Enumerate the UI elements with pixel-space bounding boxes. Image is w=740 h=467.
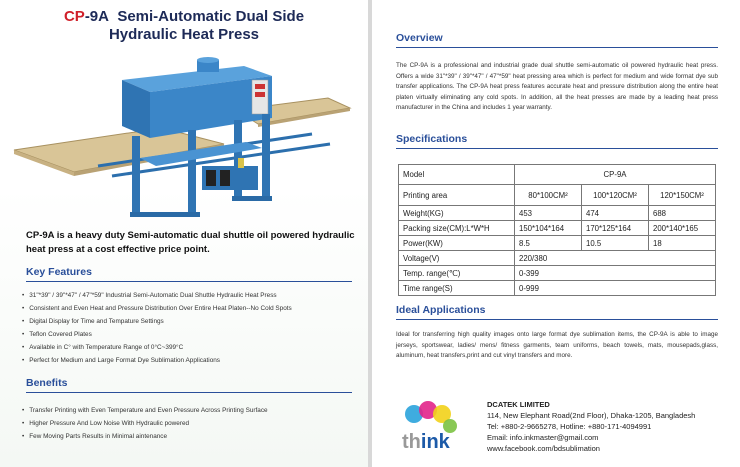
benefits-rule [26, 392, 352, 393]
spec-label: Packing size(CM):L*W*H [399, 221, 515, 236]
tagline: CP-9A is a heavy duty Semi-automatic dual shuttle oil powered hydraulic heat press at a cost effective price point. [26, 230, 355, 255]
spec-value: 200*140*165 [649, 221, 716, 236]
title-model-suffix: -9A [84, 8, 109, 25]
table-row [399, 266, 716, 281]
table-row [399, 185, 716, 206]
key-feature-item: • Consistent and Even Heat and Pressure Distribution Over Entire Heat Platen--No Cold Spots [22, 302, 292, 315]
spec-label: Model [399, 165, 515, 185]
overview-heading: Overview [396, 32, 443, 44]
spec-label: Power(KW) [399, 236, 515, 251]
title-line1: Semi-Automatic Dual Side [117, 8, 305, 25]
spec-label: Weight(KG) [399, 206, 515, 221]
logo-word-gray: th [402, 431, 421, 453]
spec-value: 18 [649, 236, 716, 251]
specifications-rule [396, 148, 718, 149]
spec-value: 474 [582, 206, 649, 221]
spec-value: 100*120CM² [582, 185, 649, 206]
spec-label: Temp. range(℃) [399, 266, 515, 281]
key-feature-item: • Teflon Covered Plates [22, 328, 292, 341]
ideal-applications-rule [396, 319, 718, 320]
spec-value: 150*104*164 [515, 221, 582, 236]
think-ink-logo [398, 400, 468, 456]
table-row [399, 221, 716, 236]
overview-text: The CP-9A is a professional and industrial grade dual shuttle semi-automatic oil powered hydraulic heat press. Offers a wide 31"*39" / 39"*47" / 47"*59" heat pressing area which is perfect for medium and wide format dye sub transfer applications. The CP-9A heat press features accurate heat and pressure distribution along the entire heat platen virtually eliminating any cold spots. In addition, all the heat presses are made by a leading heat press manufacturer in the China and includes 1 year warranty. [396, 62, 718, 111]
table-row [399, 236, 716, 251]
key-features-list [22, 289, 292, 367]
ideal-applications-heading: Ideal Applications [396, 304, 486, 316]
company-name: DCATEK LIMITED [487, 400, 550, 409]
company-phone: Tel: +880-2-9665278, Hotline: +880-171-4094991 [487, 422, 652, 431]
table-row [399, 251, 716, 266]
overview-rule [396, 47, 718, 48]
key-feature-item: • Perfect for Medium and Large Format Dye Sublimation Applications [22, 354, 292, 367]
key-feature-item: • Digital Display for Time and Tempature Settings [22, 315, 292, 328]
title-model-prefix: CP [63, 8, 85, 25]
spec-value: 10.5 [582, 236, 649, 251]
heat-press-machine-image [12, 48, 352, 228]
company-web: www.facebook.com/bdsublimation [487, 444, 600, 453]
company-address: 114, New Elephant Road(2nd Floor), Dhaka-1205, Bangladesh [487, 411, 696, 420]
spec-label: Printing area [399, 185, 515, 206]
spec-value: 0-999 [515, 281, 716, 296]
spec-value: 220/380 [515, 251, 716, 266]
benefits-list [22, 404, 268, 443]
spec-value: 120*150CM² [649, 185, 716, 206]
table-row [399, 165, 716, 185]
benefit-item: • Higher Pressure And Low Noise With Hydraulic powered [22, 417, 268, 430]
specifications-table [398, 164, 716, 296]
spec-label: Voltage(V) [399, 251, 515, 266]
ideal-applications-text: Ideal for transferring high quality images onto large format dye sublimation items, the CP-9A is able to image jerseys, sportswear, ladies/ mens/ fitness garments, team uniforms, beach towels, mats, mousepads,glass, aluminum, heat transfers,print and cut vinyl transfers and more. [396, 331, 718, 359]
spec-value: 453 [515, 206, 582, 221]
key-feature-item: • 31"*39" / 39"*47" / 47"*59" Industrial Semi-Automatic Dual Shuttle Hydraulic Heat Press [22, 289, 292, 302]
table-row [399, 206, 716, 221]
logo-word-blue: ink [420, 431, 450, 453]
svg-text:think [402, 431, 451, 453]
table-row [399, 281, 716, 296]
spec-value: 80*100CM² [515, 185, 582, 206]
benefits-heading: Benefits [26, 377, 68, 389]
spec-value: 688 [649, 206, 716, 221]
spec-label: Time range(S) [399, 281, 515, 296]
key-feature-item: • Available in C° with Temperature Range of 0°C~399°C [22, 341, 292, 354]
spec-model-value: CP-9A [515, 165, 716, 185]
benefit-item: • Few Moving Parts Results in Minimal aintenance [22, 430, 268, 443]
company-info [487, 399, 695, 454]
specifications-heading: Specifications [396, 133, 468, 145]
key-features-rule [26, 281, 352, 282]
spec-value: 170*125*164 [582, 221, 649, 236]
title-line2: Hydraulic Heat Press [108, 26, 260, 43]
key-features-heading: Key Features [26, 266, 92, 278]
company-email: Email: info.inkmaster@gmail.com [487, 433, 599, 442]
page-title [0, 8, 368, 44]
spec-value: 8.5 [515, 236, 582, 251]
spec-value: 0-399 [515, 266, 716, 281]
benefit-item: • Transfer Printing with Even Temperature and Even Pressure Across Printing Surface [22, 404, 268, 417]
